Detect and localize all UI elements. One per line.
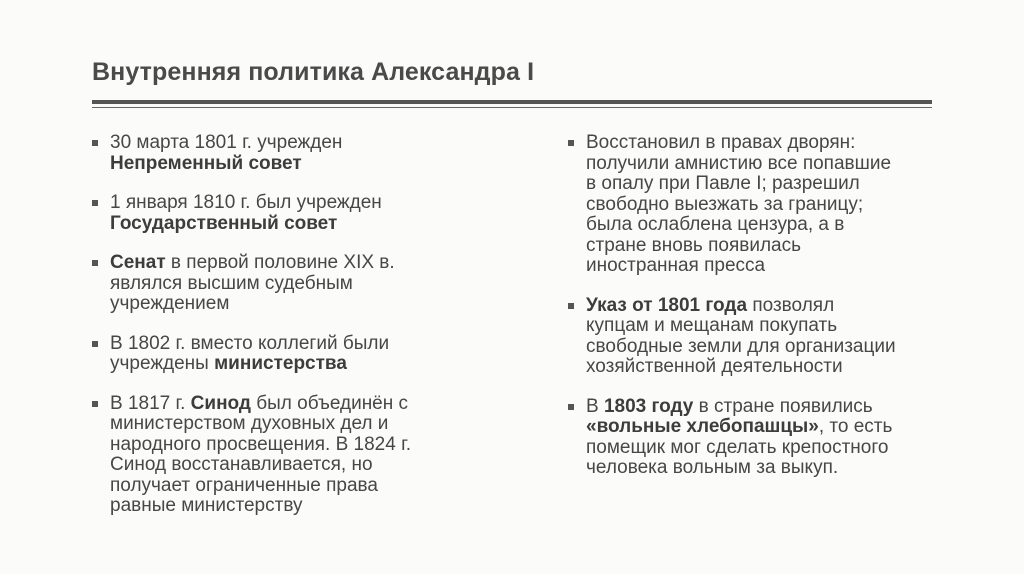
list-item <box>92 334 422 375</box>
list-item <box>92 133 422 174</box>
item-text: 1 января 1810 г. был учрежден <box>110 192 382 213</box>
list-item <box>568 296 898 378</box>
item-text: позволял купцам и мещанам покупать свободные земли для организации хозяйственной деятельности <box>586 294 896 377</box>
list-item <box>92 253 422 315</box>
square-bullet-icon <box>92 260 98 266</box>
item-bold-text: Указ от 1801 года <box>586 294 748 316</box>
square-bullet-icon <box>92 401 98 407</box>
list-item <box>568 397 898 479</box>
item-bold-text: Сенат <box>110 252 166 273</box>
square-bullet-icon <box>92 200 98 206</box>
square-bullet-icon <box>568 303 574 309</box>
square-bullet-icon <box>92 140 98 146</box>
square-bullet-icon <box>568 404 574 410</box>
item-bold-text: Синод <box>190 392 251 414</box>
title-divider-thin <box>92 107 932 108</box>
list-item <box>92 193 422 234</box>
square-bullet-icon <box>92 341 98 347</box>
item-bold-text: Государственный совет <box>110 212 338 234</box>
item-bold-text: «вольные хлебопашцы» <box>586 416 819 437</box>
item-bold-text: Непременный совет <box>110 152 302 174</box>
left-column <box>92 133 422 536</box>
title-divider-thick <box>92 100 932 104</box>
item-text: 30 марта 1801 г. учрежден <box>110 132 343 153</box>
list-item <box>568 133 898 277</box>
item-bold-text: 1803 году <box>603 395 694 417</box>
square-bullet-icon <box>568 140 574 146</box>
item-text: в первой половине XIX в. являлся высшим судебным учреждением <box>110 252 395 314</box>
slide-title: Внутренняя политика Александра I <box>92 58 535 86</box>
item-text: , то есть помещик мог сделать крепостного человека вольным за выкуп. <box>586 416 893 478</box>
item-text: В 1802 г. вместо коллегий были учреждены <box>110 332 390 374</box>
item-text: был объединён с министерством духовных дел и народного просвещения. В 1824 г. Синод восстанавливается, но получает ограниченные права равные министерству <box>110 392 411 516</box>
right-column <box>568 133 898 498</box>
list-item <box>92 394 422 517</box>
item-text: Восстановил в правах дворян: получили амнистию все попавшие в опалу при Павле I; разрешил свободно выезжать за границу; была ослаблена цензура, а в стране вновь появилась иностранная пресса <box>586 132 892 276</box>
item-text: В 1817 г. <box>110 392 191 414</box>
item-bold-text: министерства <box>214 353 347 374</box>
item-text: в стране появились <box>693 395 873 417</box>
item-text: В <box>586 395 604 417</box>
